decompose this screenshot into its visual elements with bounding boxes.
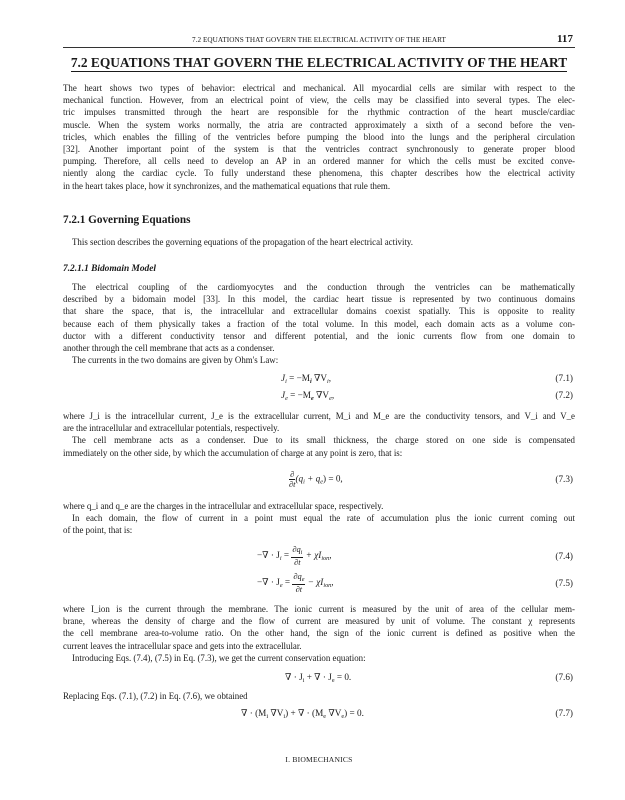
text-line: [32]. Another important point of the system is that the ventricles contract synchronously to generate proper blood <box>63 143 575 154</box>
text-line: ductor with a different conductivity tensor and different potential, and the ionic currents flow from one domain to <box>63 330 575 341</box>
eq-sub: e <box>329 395 332 402</box>
text-line: of the point, that is: <box>63 525 133 536</box>
eq-term: ) + ∇ · (M <box>285 708 324 718</box>
eq-den: ∂t <box>289 480 296 489</box>
eq-term: + q <box>304 473 321 484</box>
header-rule <box>63 47 575 48</box>
subsubsection-heading: 7.2.1.1 Bidomain Model <box>63 264 156 274</box>
eq-fraction <box>291 545 303 567</box>
text-line: This section describes the governing equations of the propagation of the heart electrical activity. <box>72 237 413 247</box>
text-line: immediately on the other side, by which the accumulation of charge at any point is zero, that is: <box>63 447 403 458</box>
eq-term: (q <box>295 473 304 484</box>
text-line: where q_i and q_e are the charges in the intracellular and extracellular space, respectively. <box>63 501 384 511</box>
eq-sub: i <box>302 677 305 684</box>
eq-sub: i <box>327 378 329 385</box>
running-head <box>63 33 575 47</box>
text-line: mechanical function. However, from an electrical point of view, the cells may be classified into several types. The elec- <box>63 95 575 106</box>
text-line: The electrical coupling of the cardiomyocytes and the conduction through the ventricles can be mathematically <box>72 282 575 292</box>
text-line: are the intracellular and extracellular potentials, respectively. <box>63 423 280 434</box>
text-line: niently along the cardiac cycle. To fully understand these phenomena, this chapter describes how the electrical activity <box>63 168 575 179</box>
bidomain-paragraph <box>63 281 575 366</box>
eq-term: = 0. <box>334 672 352 682</box>
eq-num: ∂q <box>292 545 301 554</box>
eq-sub: e <box>285 395 288 402</box>
equation-7-6 <box>63 672 575 688</box>
equation-number: (7.7) <box>555 708 573 718</box>
text-line: pumping. Therefore, all cells need to develop an AP in an ordered manner for which the cells must be excited conve- <box>63 156 575 167</box>
eq-sub: i <box>300 549 303 556</box>
before-eq7-line <box>63 690 575 702</box>
intro-paragraph <box>63 82 575 192</box>
running-head-text: 7.2 EQUATIONS THAT GOVERN THE ELECTRICAL ACTIVITY OF THE HEART <box>192 36 446 44</box>
after-eq2-paragraph <box>63 410 575 459</box>
eq-term: ∇V <box>311 373 328 383</box>
equation-7-1 <box>63 373 575 389</box>
eq-sub: i <box>283 713 286 720</box>
eq-num: ∂ <box>290 470 295 479</box>
eq-sub: e <box>320 478 323 486</box>
eq-term: ) = 0. <box>344 708 364 718</box>
eq-sub: e <box>310 395 314 402</box>
eq-sub: i <box>285 378 287 385</box>
eq-sub: i <box>303 478 305 486</box>
equation-7-3 <box>63 470 575 494</box>
text-line: the cell membrane area-to-volume ratio. On the other hand, the sign of the ionic current is defined as positive when the <box>63 628 575 639</box>
eq-term: + χI <box>303 550 322 561</box>
text-line: tric impulses transmitted through the heart are responsible for the rhythmic contraction of the heart muscle/cardiac <box>63 107 575 118</box>
eq-sub: e <box>301 576 305 583</box>
eq-term: J <box>281 390 286 400</box>
text-line: muscle. When the system works normally, the atria are contracted approximately a sixth of a second before the ven- <box>63 119 575 130</box>
eq-sub: i <box>266 713 269 720</box>
equation-number: (7.1) <box>555 373 573 383</box>
eq-term: + ∇ · J <box>304 672 332 682</box>
eq-term: ∇ · J <box>285 672 303 682</box>
equation-number: (7.5) <box>555 578 573 588</box>
equation-7-7 <box>63 708 575 724</box>
section-title-text: 7.2 EQUATIONS THAT GOVERN THE ELECTRICAL ACTIVITY OF THE HEART <box>70 55 568 70</box>
eq-term: = −M <box>289 373 310 383</box>
text-line: The heart shows two types of behavior: electrical and mechanical. All myocardial cells are similar with respect to the <box>63 83 575 93</box>
after-eq3-paragraph <box>63 500 575 537</box>
equation-number: (7.6) <box>555 672 573 682</box>
section-title <box>63 54 575 72</box>
eq-term: − χI <box>305 577 324 588</box>
eq-sub: i <box>309 378 312 385</box>
eq-term: , <box>331 577 334 588</box>
text-line: that share the space, that is, the intracellular and extracellular domains coexist spatially. This is opposite to reality <box>63 306 575 317</box>
text-line: Replacing Eqs. (7.1), (7.2) in Eq. (7.6), we obtained <box>63 691 248 701</box>
page-number: 117 <box>556 33 573 45</box>
eq-sub: ion <box>323 582 332 590</box>
text-line: where J_i is the intracellular current, J_e is the extracellular current, M_i and M_e are the conductivity tensors, and V_i and V_e <box>63 411 575 421</box>
subsection-heading: 7.2.1 Governing Equations <box>63 214 191 226</box>
text-line: because each of them physically takes a fraction of the total volume. In this model, each domain acts as a volume con- <box>63 318 575 329</box>
eq-term: , <box>328 373 332 383</box>
text-line: The currents in the two domains are given by Ohm's Law: <box>72 355 279 366</box>
eq-den: ∂t <box>295 585 303 594</box>
eq-fraction <box>292 572 305 594</box>
footer-part-label: I. BIOMECHANICS <box>285 755 353 764</box>
text-line: Introducing Eqs. (7.4), (7.5) in Eq. (7.3), we get the current conservation equation: <box>72 652 366 663</box>
eq-term: , <box>331 390 335 400</box>
eq-sub: i <box>279 555 282 563</box>
eq-den: ∂t <box>294 558 301 567</box>
eq-term: , <box>329 550 332 561</box>
text-line: brane, whereas the density of charge and the flow of current are measured by unit of volume. The constant χ represents <box>63 616 575 627</box>
text-line: In each domain, the flow of current in a point must equal the rate of accumulation plus the ionic current coming out <box>72 513 575 524</box>
eq-term: ∇V <box>313 390 330 400</box>
text-line: current leaves the intracellular space and gets into the extracellular. <box>63 640 302 651</box>
eq-term: ) = 0, <box>323 473 343 484</box>
eq-num: ∂q <box>293 572 302 581</box>
text-line: tricles, which enables the filling of the ventricles before pumping the blood into the lungs and the peripheral circulation <box>63 131 575 142</box>
eq-term: J <box>281 373 286 383</box>
eq-term: ∇V <box>326 708 342 718</box>
equation-number: (7.2) <box>555 390 573 400</box>
eq-sub: ion <box>321 555 330 563</box>
text-line: in the heart takes place, how it synchronizes, and the mathematical equations that rule them. <box>63 180 391 191</box>
equation-7-2 <box>63 390 575 406</box>
eq-term: = <box>281 550 290 561</box>
eq-sub: e <box>331 677 335 684</box>
after-eq5-paragraph <box>63 603 575 664</box>
equation-number: (7.3) <box>555 474 573 484</box>
text-line: where I_ion is the current through the membrane. The ionic current is measured by the unit of area of the cellular mem- <box>63 604 575 614</box>
eq-sub: e <box>323 713 327 720</box>
subsection-intro <box>63 236 575 248</box>
text-line: another through the cell membrane that acts as a condenser. <box>63 342 275 353</box>
document-page <box>63 0 575 800</box>
eq-sub: e <box>341 713 345 720</box>
equation-7-4 <box>63 545 575 569</box>
eq-sub: e <box>279 582 283 590</box>
eq-term: −∇ · J <box>257 577 280 588</box>
eq-term: ∇ · (M <box>241 708 267 718</box>
equation-number: (7.4) <box>555 551 573 561</box>
eq-term: = <box>282 577 291 588</box>
text-line: described by a bidomain model [33]. In this model, the cardiac heart tissue is represented by two continuous domains <box>63 294 575 305</box>
eq-term: −∇ · J <box>257 550 280 561</box>
eq-term: ∇V <box>268 708 284 718</box>
text-line: The cell membrane acts as a condenser. Due to its small thickness, the charge stored on one side is compensated <box>72 435 575 446</box>
equation-7-5 <box>63 572 575 596</box>
eq-term: = −M <box>290 390 311 400</box>
